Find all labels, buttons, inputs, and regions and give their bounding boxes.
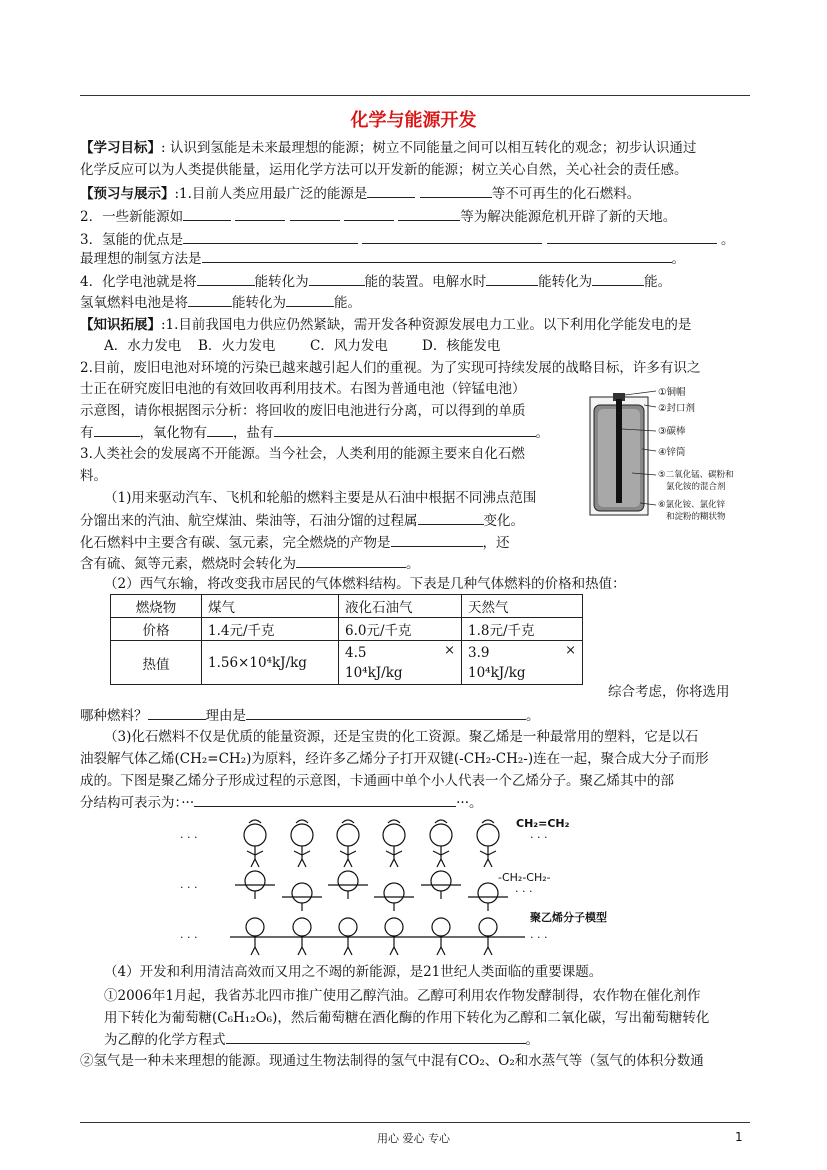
p3-1-line-3: 化石燃料中主要含有碳、氢元素，完全燃烧的产物是 ，还 [80,532,510,553]
label-mix-1: ⑤二氧化锰、碳粉和 [658,470,734,480]
p3-3-line-2: 油裂解气体乙烯(CH₂=CH₂)为原料，经许多乙烯分子打开双键(-CH₂-CH₂-)连在一起，聚合成大分子而形 [80,751,709,767]
ethylene-molecule [383,820,405,867]
p3-4-line-2: ①2006年1月起，我省苏北四市推广使用乙醇汽油。乙醇可利用农作物发酵制得，农作物在催化剂作 [104,988,701,1004]
p3-1-line-2: 分馏出来的汽油、航空煤油、柴油等，石油分馏的过程属 变化。 [80,510,524,531]
label-ethylene: CH₂=CH₂ [516,817,570,830]
label-paste-2: 和淀粉的糊状物 [666,512,726,522]
page-title: 化学与能源开发 [350,110,477,131]
table-header: 煤气 [202,595,339,618]
p3-4-line-3: 用下转化为葡萄糖(C₆H₁₂O₆)，然后葡萄糖在酒化酶的作用下转化为乙醇和二氧化碳，写出葡萄糖转化 [104,1010,710,1026]
dots-right: · · · [530,931,548,944]
table-cell: 1.4元/千克 [202,618,339,641]
question-2: 2．一些新能源如 等为解决能源危机开辟了新的天地。 [80,206,676,227]
question-4-b: 氢氧燃料电池是将 能转化为 能。 [80,292,361,313]
ethylene-molecule [430,820,452,867]
polymer-chain-row [230,918,525,955]
p3-1-line-1: （1)用来驱动汽车、飞机和轮船的燃料主要是从石油中根据不同沸点范围 [104,490,537,506]
dots-right: · · · [515,885,533,898]
goal-line-1: 【学习目标】: 认识到氢能是未来最理想的能源；树立不同能量之间可以相互转化的观念；初步认识通过 [80,140,697,156]
dots-left: · · · [180,831,198,844]
goal-line-2: 化学反应可以为人类提供能量，运用化学方法可以开发新的能源；树立关心自然，关心社会的责任感。 [80,162,688,178]
after-table-a: 综合考虑，你将选用 [608,684,730,700]
p3-line-1: 3.人类社会的发展离不开能源。当今社会，人类利用的能源主要来自化石燃 [80,446,525,462]
expand-q1: 【知识拓展】:1.目前我国电力供应仍然紧缺，需开发各种资源发展电力工业。以下利用化学能发电的是 [80,317,692,333]
table-cell: 6.0元/千克 [339,618,462,641]
p2-line-3: 示意图，请你根据图示分析：将回收的废旧电池进行分离，可以得到的单质 [80,403,526,419]
p3-line-2: 料。 [80,468,107,484]
dots-left: · · · [180,931,198,944]
dots-left: · · · [180,881,198,894]
fuel-table [110,594,583,685]
preview-q1: 【预习与展示】:1.目前人类应用最广泛的能源是 等不可再生的化石燃料。 [80,183,640,204]
p3-4-line-4: 为乙醇的化学方程式 。 [104,1029,539,1050]
ethylene-molecule [244,820,266,867]
p3-4-line-5: ②氢气是一种未来理想的能源。现通过生物法制得的氢气中混有CO₂、O₂和水蒸气等（氢气的体积分数通 [80,1053,704,1069]
label-unit: -CH₂-CH₂- [498,871,551,884]
p2-line-2: 士正在研究废旧电池的有效回收再利用技术。右图为普通电池（锌锰电池） [80,381,526,397]
p2-line-4: 有 ，氧化物有 ，盐有 。 [80,422,549,443]
table-cell: 价格 [111,618,202,641]
bottom-rule [80,1122,750,1123]
table-cell: 1.8元/千克 [462,618,583,641]
label-sealant: ②封口剂 [658,403,696,414]
table-cell: 热值 [111,641,202,685]
table-row [111,618,583,641]
label-mix-2: 氯化铵的混合剂 [666,482,726,492]
label-pe-model: 聚乙烯分子模型 [530,911,607,924]
p3-3-line-1: （3)化石燃料不仅是优质的能量资源，还是宝贵的化工资源。聚乙烯是一种最常用的塑料，它是以石 [104,729,699,745]
p3-4-line-1: （4）开发和利用清洁高效而又用之不竭的新能源，是21世纪人类面临的重要课题。 [104,964,603,980]
table-row [111,595,583,618]
p3-2-line: （2）西气东输，将改变我市居民的气体燃料结构。下表是几种气体燃料的价格和热值： [104,576,626,592]
label-carbon-rod: ③碳棒 [658,426,686,437]
table-header: 燃烧物 [111,595,202,618]
question-4: 4．化学电池就是将 能转化为 能的装置。电解水时 能转化为 能。 [80,271,671,292]
table-row [111,641,583,685]
p3-3-line-3: 成的。下图是聚乙烯分子形成过程的示意图，卡通画中单个小人代表一个乙烯分子。聚乙烯其中的部 [80,773,674,789]
opened-bond-molecules-row [235,871,508,911]
expand-options: A．水力发电 B．火力发电 C．风力发电 D．核能发电 [104,338,501,354]
p3-1-line-4: 含有硫、氮等元素，燃烧时会转化为 。 [80,553,420,574]
ethylene-molecule [291,820,313,867]
question-3: 3．氢能的优点是 。 [80,229,734,250]
ethylene-molecules-row [244,820,499,867]
table-header: 天然气 [462,595,583,618]
p2-line-1: 2.目前，废旧电池对环境的污染已越来越引起人们的重视。为了实现可持续发展的战略目标，许多有识之 [80,360,701,376]
zinc-manganese-battery-diagram [580,385,780,525]
after-table-b: 哪种燃料？ 理由是 。 [80,705,540,726]
table-cell: 3.9 10⁴kJ/kg × [462,641,583,685]
ethylene-molecule [477,820,499,867]
label-zinc-can: ④锌筒 [658,447,686,458]
table-cell: 4.5 10⁴kJ/kg × [339,641,462,685]
table-header: 液化石油气 [339,595,462,618]
p3-3-line-4: 分结构可表示为：··· ···。 [80,792,483,813]
label-copper-cap: ①铜帽 [658,387,686,398]
page-footer: 用心 爱心 专心 [377,1132,450,1145]
dots-right: · · · [530,831,548,844]
polyethylene-formation-diagram [180,815,650,965]
question-3-b: 最理想的制氢方法是 。 [80,248,685,269]
page-number: 1 [735,1130,743,1144]
table-cell: 1.56×10⁴kJ/kg [202,641,339,685]
ethylene-molecule [337,820,359,867]
top-rule [80,95,750,96]
label-paste-1: ⑥氯化铵、氯化锌 [658,500,726,510]
